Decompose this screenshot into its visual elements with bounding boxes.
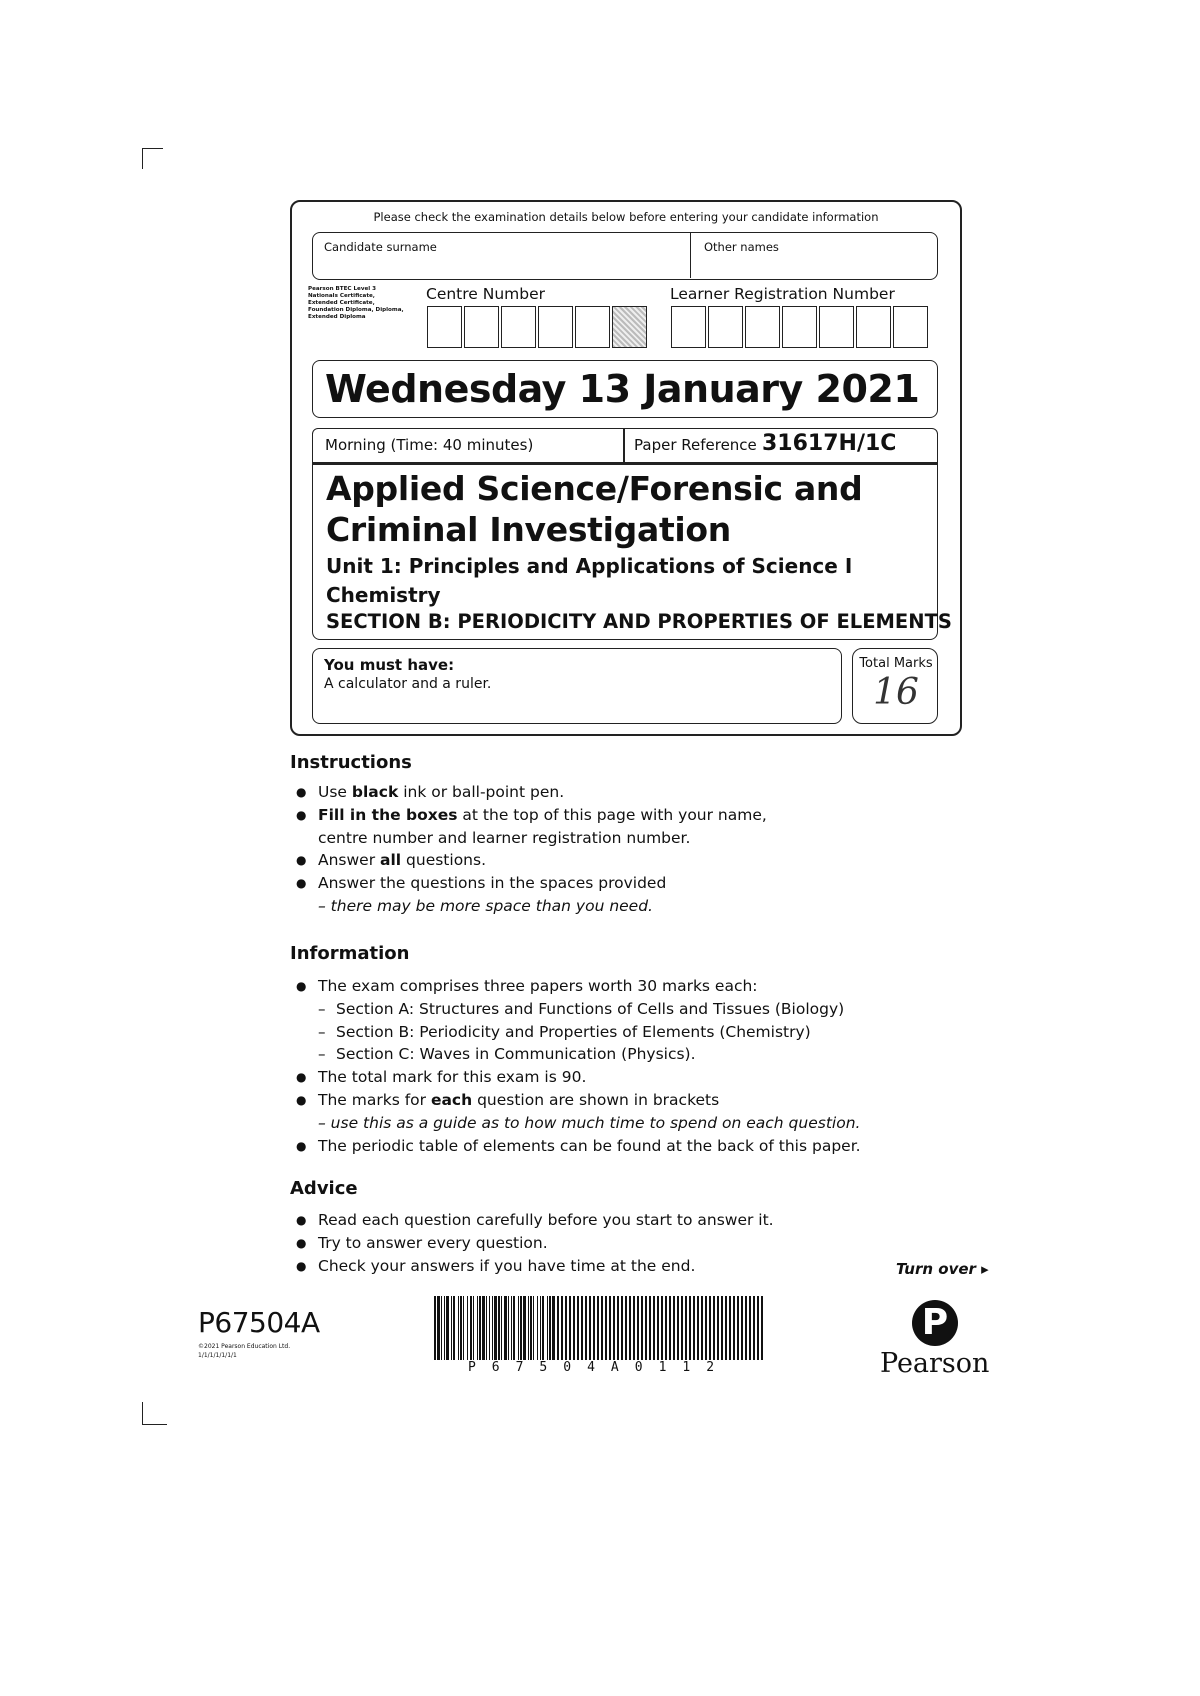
list-item: ● Answer the questions in the spaces provided: [296, 872, 936, 895]
check-details-text: Please check the examination details below before entering your candidate information: [373, 210, 879, 224]
qualifications-text: Pearson BTEC Level 3 Nationals Certificate, Extended Certificate, Foundation Diploma, Diploma, Extended Diploma: [308, 286, 404, 320]
advice-list: [296, 1209, 936, 1277]
centre-digit-box[interactable]: [464, 306, 499, 348]
instructions-list: [296, 781, 936, 918]
advice-heading: Advice: [290, 1178, 358, 1199]
unit-subject: Chemistry: [326, 583, 441, 607]
surname-label: Candidate surname: [324, 240, 437, 254]
unit-name: Unit 1: Principles and Applications of Science I: [326, 554, 853, 578]
learner-digit-box[interactable]: [745, 306, 780, 348]
centre-digit-box[interactable]: [575, 306, 610, 348]
exam-date: Wednesday 13 January 2021: [325, 367, 920, 411]
list-subitem: – Section B: Periodicity and Properties of Elements (Chemistry): [296, 1021, 956, 1044]
centre-digit-box[interactable]: [427, 306, 462, 348]
list-subitem: – Section A: Structures and Functions of Cells and Tissues (Biology): [296, 998, 956, 1021]
total-marks-handwritten: 16: [873, 672, 919, 713]
list-item: ● The total mark for this exam is 90.: [296, 1066, 956, 1089]
list-item: ● The exam comprises three papers worth 30 marks each:: [296, 975, 956, 998]
barcode: [434, 1296, 764, 1360]
exam-session: Morning (Time: 40 minutes): [325, 436, 534, 454]
total-marks-label: Total Marks: [859, 656, 933, 671]
paper-reference-code: 31617H/1C: [762, 431, 897, 456]
learner-number-boxes[interactable]: [671, 306, 930, 348]
copyright-block: [198, 1342, 318, 1360]
paper-reference-label: Paper Reference: [634, 436, 757, 454]
crop-mark-bottom-left: [142, 1402, 167, 1425]
requirements-title: You must have:: [324, 656, 455, 674]
learner-digit-box[interactable]: [782, 306, 817, 348]
list-item: ● Answer all questions.: [296, 849, 936, 872]
name-divider: [690, 232, 691, 278]
section-title: SECTION B: PERIODICITY AND PROPERTIES OF ELEMENTS: [326, 610, 952, 633]
list-subitem: – Section C: Waves in Communication (Physics).: [296, 1043, 956, 1066]
learner-digit-box[interactable]: [856, 306, 891, 348]
paper-code: P67504A: [198, 1306, 320, 1339]
list-item-continuation: – use this as a guide as to how much time to spend on each question.: [318, 1113, 861, 1132]
other-names-label: Other names: [704, 240, 779, 254]
subject-title: Applied Science/Forensic and Criminal Investigation: [326, 469, 863, 549]
barcode-bar: [761, 1296, 763, 1360]
information-list: [296, 975, 956, 1157]
requirements-text: A calculator and a ruler.: [324, 676, 492, 692]
list-item: ● The marks for each question are shown in brackets: [296, 1089, 956, 1112]
crop-mark-top-left: [142, 148, 163, 169]
learner-digit-box[interactable]: [671, 306, 706, 348]
learner-digit-box[interactable]: [893, 306, 928, 348]
list-item: ● Use black ink or ball-point pen.: [296, 781, 936, 804]
print-reference: 1/1/1/1/1/1/1: [198, 1352, 237, 1359]
centre-number-boxes[interactable]: [427, 306, 649, 348]
instructions-heading: Instructions: [290, 752, 412, 773]
list-item: ● The periodic table of elements can be found at the back of this paper.: [296, 1135, 956, 1158]
list-item-continuation: – there may be more space than you need.: [318, 896, 653, 915]
barcode-digits: P67504A0112: [467, 1360, 731, 1375]
learner-number-label: Learner Registration Number: [670, 285, 895, 303]
list-item: ● Read each question carefully before you start to answer it.: [296, 1209, 936, 1232]
copyright-text: ©2021 Pearson Education Ltd.: [198, 1343, 291, 1350]
list-item: ● Try to answer every question.: [296, 1232, 936, 1255]
list-item: ● Fill in the boxes at the top of this page with your name,: [296, 804, 936, 827]
learner-digit-box[interactable]: [708, 306, 743, 348]
list-item-continuation: centre number and learner registration number.: [318, 828, 691, 847]
centre-digit-box[interactable]: [538, 306, 573, 348]
centre-digit-box[interactable]: [501, 306, 536, 348]
unit-title: [326, 552, 926, 610]
centre-number-label: Centre Number: [426, 285, 546, 303]
list-item: ● Check your answers if you have time at the end.: [296, 1255, 936, 1278]
centre-shaded-box: [612, 306, 647, 348]
pearson-logo-icon: P: [912, 1300, 958, 1346]
learner-digit-box[interactable]: [819, 306, 854, 348]
information-heading: Information: [290, 943, 410, 964]
pearson-wordmark: Pearson: [880, 1348, 990, 1379]
turn-over-text: Turn over ▸: [896, 1260, 989, 1278]
